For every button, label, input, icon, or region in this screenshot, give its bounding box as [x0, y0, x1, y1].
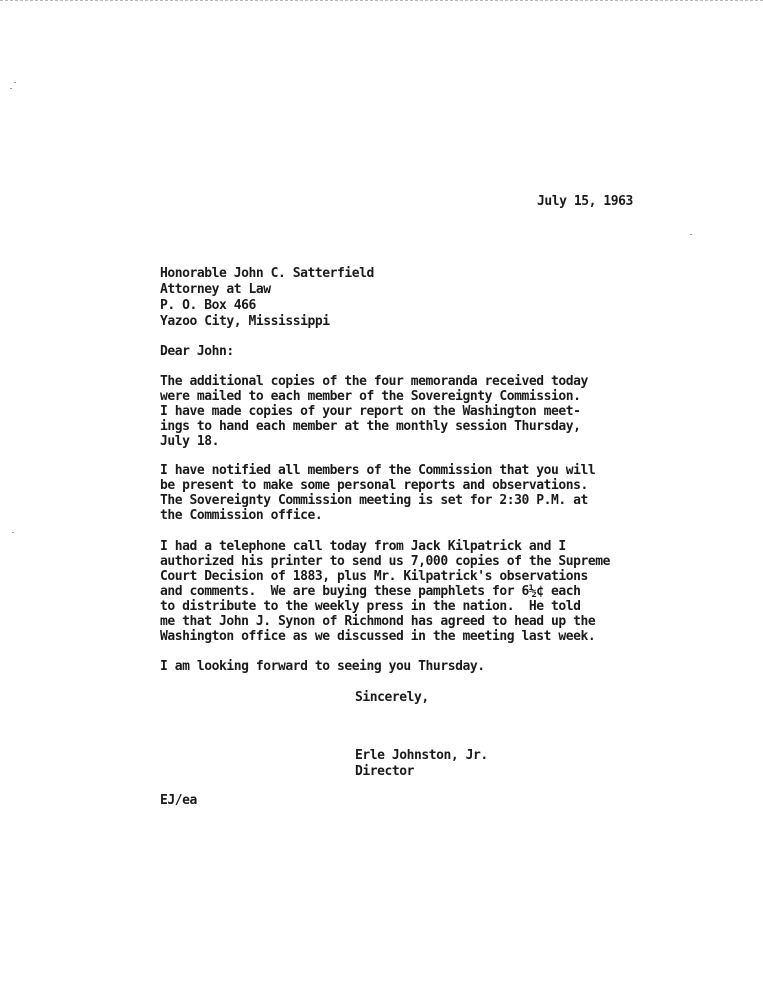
scan-speck: [10, 88, 12, 89]
scan-speck: [14, 82, 16, 83]
body-line: I have made copies of your report on the Washington meet-: [160, 404, 581, 419]
body-line: to distribute to the weekly press in the nation. He told: [160, 599, 581, 614]
body-line: I am looking forward to seeing you Thursday.: [160, 659, 485, 674]
body-line: The Sovereignty Commission meeting is set for 2:30 P.M. at: [160, 493, 588, 508]
letter-date: July 15, 1963: [537, 194, 633, 209]
salutation: Dear John:: [160, 344, 234, 359]
body-line: July 18.: [160, 434, 220, 449]
body-line: and comments. We are buying these pamphlets for 6½¢ each: [160, 584, 581, 599]
body-line: I had a telephone call today from Jack Kilpatrick and I: [160, 539, 566, 554]
body-line: Court Decision of 1883, plus Mr. Kilpatrick's observations: [160, 569, 588, 584]
body-line: the Commission office.: [160, 508, 323, 523]
scan-speck: [12, 532, 14, 533]
body-line: be present to make some personal reports and observations.: [160, 478, 588, 493]
body-line: were mailed to each member of the Sovereignty Commission.: [160, 389, 581, 404]
body-line: authorized his printer to send us 7,000 copies of the Supreme: [160, 554, 610, 569]
address-line: Yazoo City, Mississippi: [160, 314, 330, 329]
body-line: Washington office as we discussed in the meeting last week.: [160, 629, 596, 644]
address-line: P. O. Box 466: [160, 298, 256, 313]
closing: Sincerely,: [355, 690, 429, 705]
body-line: me that John J. Synon of Richmond has agreed to head up the: [160, 614, 596, 629]
top-border: [0, 0, 763, 1]
address-line: Honorable John C. Satterfield: [160, 266, 374, 281]
address-line: Attorney at Law: [160, 282, 271, 297]
typist-initials: EJ/ea: [160, 793, 197, 808]
signer-name: Erle Johnston, Jr.: [355, 748, 488, 763]
signer-title: Director: [355, 764, 415, 779]
body-line: The additional copies of the four memoranda received today: [160, 374, 588, 389]
body-line: I have notified all members of the Commission that you will: [160, 463, 596, 478]
body-line: ings to hand each member at the monthly session Thursday,: [160, 419, 581, 434]
scan-speck: [690, 234, 692, 235]
